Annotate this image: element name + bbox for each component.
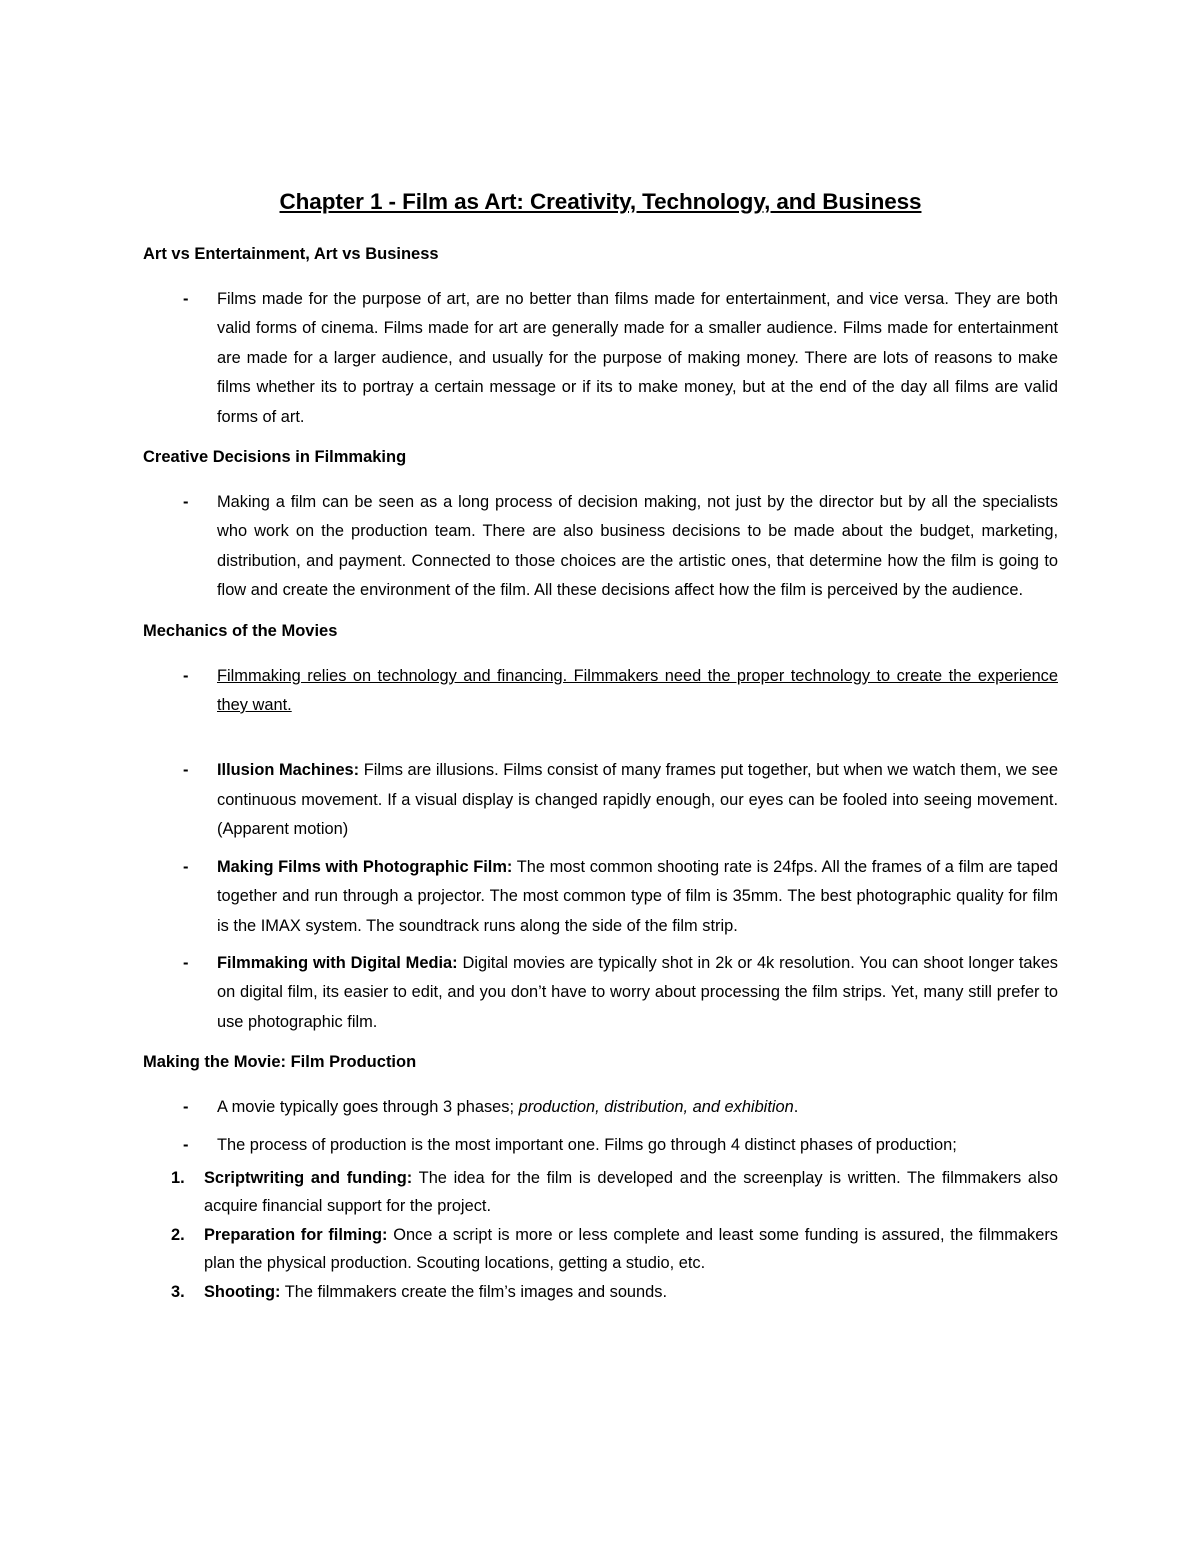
bullet-item bbox=[143, 488, 1058, 606]
bullet-marker: - bbox=[183, 1135, 189, 1154]
bullet-item bbox=[143, 662, 1058, 721]
bullet-marker: - bbox=[183, 666, 189, 685]
bullet-text: The most common shooting rate is 24fps. All the frames of a film are taped together and run through a projector. The most common type of film is 35mm. The best photographic quality for film is the IMAX system. The soundtrack runs along the side of the film strip. bbox=[217, 857, 1058, 935]
bullet-marker: - bbox=[183, 1098, 189, 1117]
bullet-text: Making a film can be seen as a long process of decision making, not just by the director but by all the specialists who work on the production team. There are also business decisions to be made about the budget, marketing, distribution, and payment. Connected to those choices are the artistic ones, that determine how the film is going to flow and create the environment of the film. All these decisions affect how the film is perceived by the audience. bbox=[217, 493, 1058, 600]
item-lead: Scriptwriting and funding: bbox=[204, 1168, 413, 1187]
document-page bbox=[143, 186, 1058, 1306]
bullet-text: Filmmaking relies on technology and financing. Filmmakers need the proper technology to create the experience they want. bbox=[217, 666, 1058, 715]
item-text: The filmmakers create the film’s images and sounds. bbox=[280, 1282, 668, 1301]
bullet-marker: - bbox=[183, 953, 189, 972]
bullet-marker: - bbox=[183, 290, 189, 308]
item-number: 3. bbox=[171, 1282, 185, 1301]
bullet-lead: Illusion Machines: bbox=[217, 761, 360, 780]
section-heading-art-vs-entertainment: Art vs Entertainment, Art vs Business bbox=[143, 245, 439, 263]
numbered-item bbox=[143, 1221, 1058, 1278]
bullet-item bbox=[143, 949, 1058, 1037]
bullet-italic-text: production, distribution, and exhibition bbox=[518, 1098, 794, 1117]
bullet-marker: - bbox=[183, 761, 189, 780]
section-heading-creative-decisions: Creative Decisions in Filmmaking bbox=[143, 448, 407, 467]
item-lead: Shooting: bbox=[204, 1282, 281, 1301]
page-title: Chapter 1 - Film as Art: Creativity, Technology, and Business bbox=[279, 189, 922, 214]
bullet-marker: - bbox=[183, 493, 189, 512]
bullet-item bbox=[143, 1131, 1058, 1160]
numbered-item bbox=[143, 1164, 1058, 1221]
bullet-lead: Making Films with Photographic Film: bbox=[217, 857, 513, 876]
item-number: 1. bbox=[171, 1168, 185, 1187]
item-text: Once a script is more or less complete and least some funding is assured, the filmmakers plan the physical production. Scouting locations, getting a studio, etc. bbox=[204, 1225, 1058, 1273]
bullet-item bbox=[143, 756, 1058, 844]
bullet-lead: Filmmaking with Digital Media: bbox=[217, 953, 458, 972]
bullet-text: A movie typically goes through 3 phases; bbox=[217, 1098, 519, 1117]
section-heading-mechanics-of-movies: Mechanics of the Movies bbox=[143, 621, 338, 640]
bullet-item bbox=[143, 285, 1058, 432]
bullet-text: Films made for the purpose of art, are no better than films made for entertainment, and vice versa. They are both valid forms of cinema. Films made for art are generally made for a smaller audience. Films made for entertainment are made for a larger audience, and usually for the purpose of making money. There are lots of reasons to make films whether its to portray a certain message or if its to make money, but at the end of the day all films are valid forms of art. bbox=[217, 290, 1058, 426]
bullet-text-end: . bbox=[793, 1098, 799, 1117]
numbered-item bbox=[143, 1278, 1058, 1307]
bullet-text: Digital movies are typically shot in 2k or 4k resolution. You can shoot longer takes on digital film, its easier to edit, and you don’t have to worry about processing the film strips. Yet, many still prefer to use photographic film. bbox=[217, 953, 1059, 1031]
bullet-marker: - bbox=[183, 857, 189, 876]
item-lead: Preparation for filming: bbox=[204, 1225, 388, 1244]
item-number: 2. bbox=[171, 1225, 185, 1244]
bullet-text: The process of production is the most important one. Films go through 4 distinct phases of production; bbox=[217, 1135, 957, 1154]
section-heading-film-production: Making the Movie: Film Production bbox=[143, 1053, 417, 1072]
item-text: The idea for the film is developed and the screenplay is written. The filmmakers also acquire financial support for the project. bbox=[204, 1168, 1059, 1216]
bullet-item bbox=[143, 853, 1058, 941]
bullet-text: Films are illusions. Films consist of many frames put together, but when we watch them, we see continuous movement. If a visual display is changed rapidly enough, our eyes can be fooled into seeing movement. (Apparent motion) bbox=[217, 761, 1058, 839]
bullet-item bbox=[143, 1093, 1058, 1122]
